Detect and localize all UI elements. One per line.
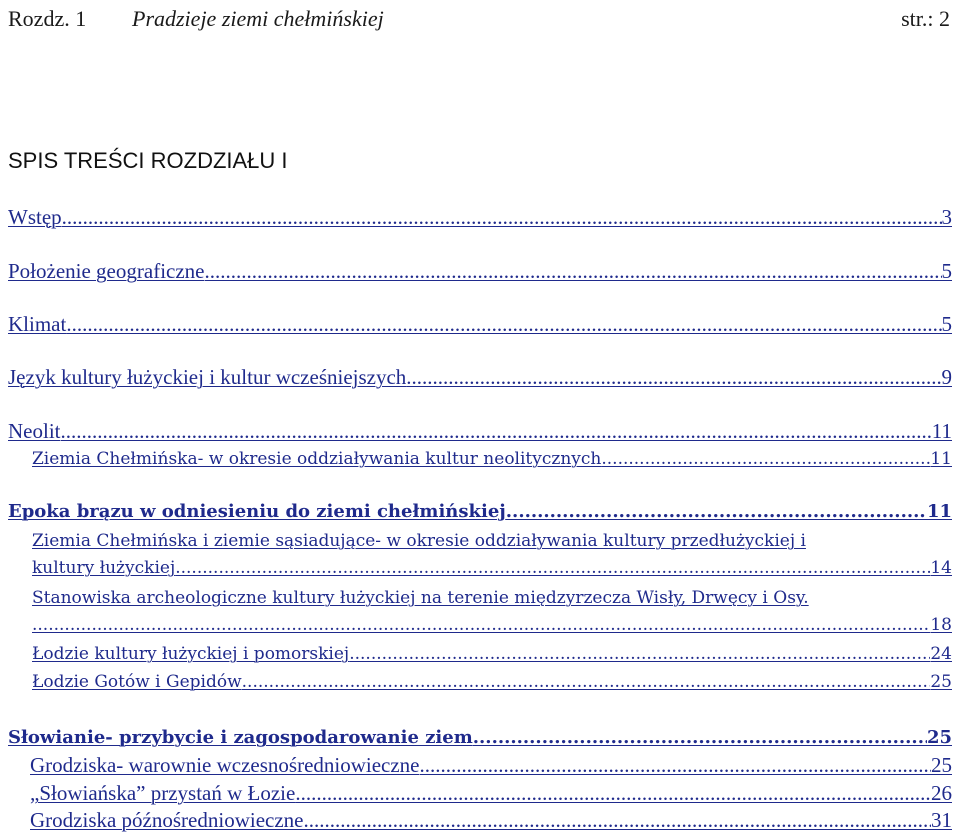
toc-entry-page: 25 [926, 727, 952, 748]
toc-entry-page: 26 [931, 781, 952, 805]
toc-entry-title: Język kultury łużyckiej i kultur wcześniejszych [8, 365, 407, 389]
chapter-label: Rozdz. 1 [8, 6, 87, 31]
toc-entry-ziemia-luzycka-line1[interactable] [32, 530, 952, 552]
toc-entry-page: 25 [930, 672, 952, 692]
page-number: str.: 2 [901, 6, 950, 31]
toc-entry-title: Neolit [8, 419, 61, 443]
toc-entry-polozenie[interactable] [8, 258, 952, 284]
toc-entry-title: Wstęp [8, 205, 62, 229]
toc-leader-dots [406, 364, 941, 390]
chapter-title: Pradzieje ziemi chełmińskiej [132, 6, 384, 31]
toc-entry-page: 3 [941, 205, 952, 229]
toc-entry-title: Grodziska późnośredniowieczne [30, 808, 304, 832]
toc-leader-dots [295, 780, 931, 806]
toc-entry-slowianie[interactable] [8, 725, 952, 751]
toc-entry-page: 11 [930, 449, 952, 469]
toc-entry-title: Epoka brązu w odniesieniu do ziemi chełmińskiej [8, 501, 506, 522]
toc-leader-dots [62, 204, 942, 230]
toc-entry-title: Ziemia Chełmińska i ziemie sąsiadujące- w okresie oddziaływania kultury przedłużyckiej i [32, 531, 806, 551]
toc-entry-lodzie-luzyckie[interactable] [32, 643, 952, 665]
toc-entry-neolit[interactable] [8, 418, 952, 444]
toc-entry-page: 18 [930, 615, 952, 635]
toc-entry-jezyk[interactable] [8, 364, 952, 390]
toc-entry-page: 5 [941, 312, 952, 336]
toc-leader-dots [349, 643, 930, 665]
toc-entry-page: 31 [931, 808, 952, 832]
toc-entry-page: 5 [941, 259, 952, 283]
toc-entry-page: 14 [930, 558, 952, 578]
toc-entry-title: Łodzie Gotów i Gepidów [32, 672, 242, 692]
toc-entry-grodziska-pozne[interactable] [30, 807, 952, 833]
toc-entry-title: Klimat [8, 312, 67, 336]
toc-leader-dots [66, 311, 941, 337]
toc-entry-page: 9 [941, 365, 952, 389]
toc-entry-title: Słowianie- przybycie i zagospodarowanie ziem [8, 727, 473, 748]
toc-leader-dots [175, 557, 930, 579]
toc-entry-wstep[interactable] [8, 204, 952, 230]
page-header [8, 4, 950, 34]
toc-entry-title: Grodziska- warownie wczesnośredniowieczne [30, 753, 420, 777]
toc-entry-epoka-brazu[interactable] [8, 499, 952, 525]
toc-entry-klimat[interactable] [8, 311, 952, 337]
toc-entry-title: kultury łużyckiej [32, 558, 176, 578]
toc-leader-dots [506, 499, 927, 525]
toc-entry-page: 11 [926, 501, 952, 522]
toc-entry-title: „Słowiańska” przystań w Łozie [30, 781, 296, 805]
toc-leader-dots [303, 807, 931, 833]
toc-entry-grodziska-wczesne[interactable] [30, 752, 952, 778]
toc-entry-title: Stanowiska archeologiczne kultury łużyckiej na terenie międzyrzecza Wisły, Drwęcy i Osy. [32, 588, 809, 608]
toc-entry-title: Ziemia Chełmińska- w okresie oddziaływania kultur neolitycznych [32, 449, 602, 469]
toc-leader-dots [32, 614, 930, 636]
toc-leader-dots [242, 671, 931, 693]
toc-entry-lodzie-gotow[interactable] [32, 671, 952, 693]
toc-leader-dots [420, 752, 931, 778]
toc-entry-przystan-loza[interactable] [30, 780, 952, 806]
toc-entry-stanowiska-line1[interactable] [32, 587, 952, 609]
toc-entry-stanowiska[interactable] [32, 614, 952, 636]
toc-leader-dots [61, 418, 932, 444]
toc-leader-dots [205, 258, 942, 284]
toc-entry-title: Łodzie kultury łużyckiej i pomorskiej [32, 644, 350, 664]
toc-entry-ziemia-luzycka[interactable] [32, 557, 952, 579]
toc-entry-title: Położenie geograficzne [8, 259, 205, 283]
toc-entry-page: 11 [931, 419, 952, 443]
toc-leader-dots [601, 448, 930, 470]
toc-heading: SPIS TREŚCI ROZDZIAŁU I [8, 148, 288, 173]
toc-leader-dots [473, 725, 927, 751]
toc-entry-ziemia-neolit[interactable] [32, 448, 952, 470]
toc-entry-page: 24 [930, 644, 952, 664]
toc-entry-page: 25 [931, 753, 952, 777]
